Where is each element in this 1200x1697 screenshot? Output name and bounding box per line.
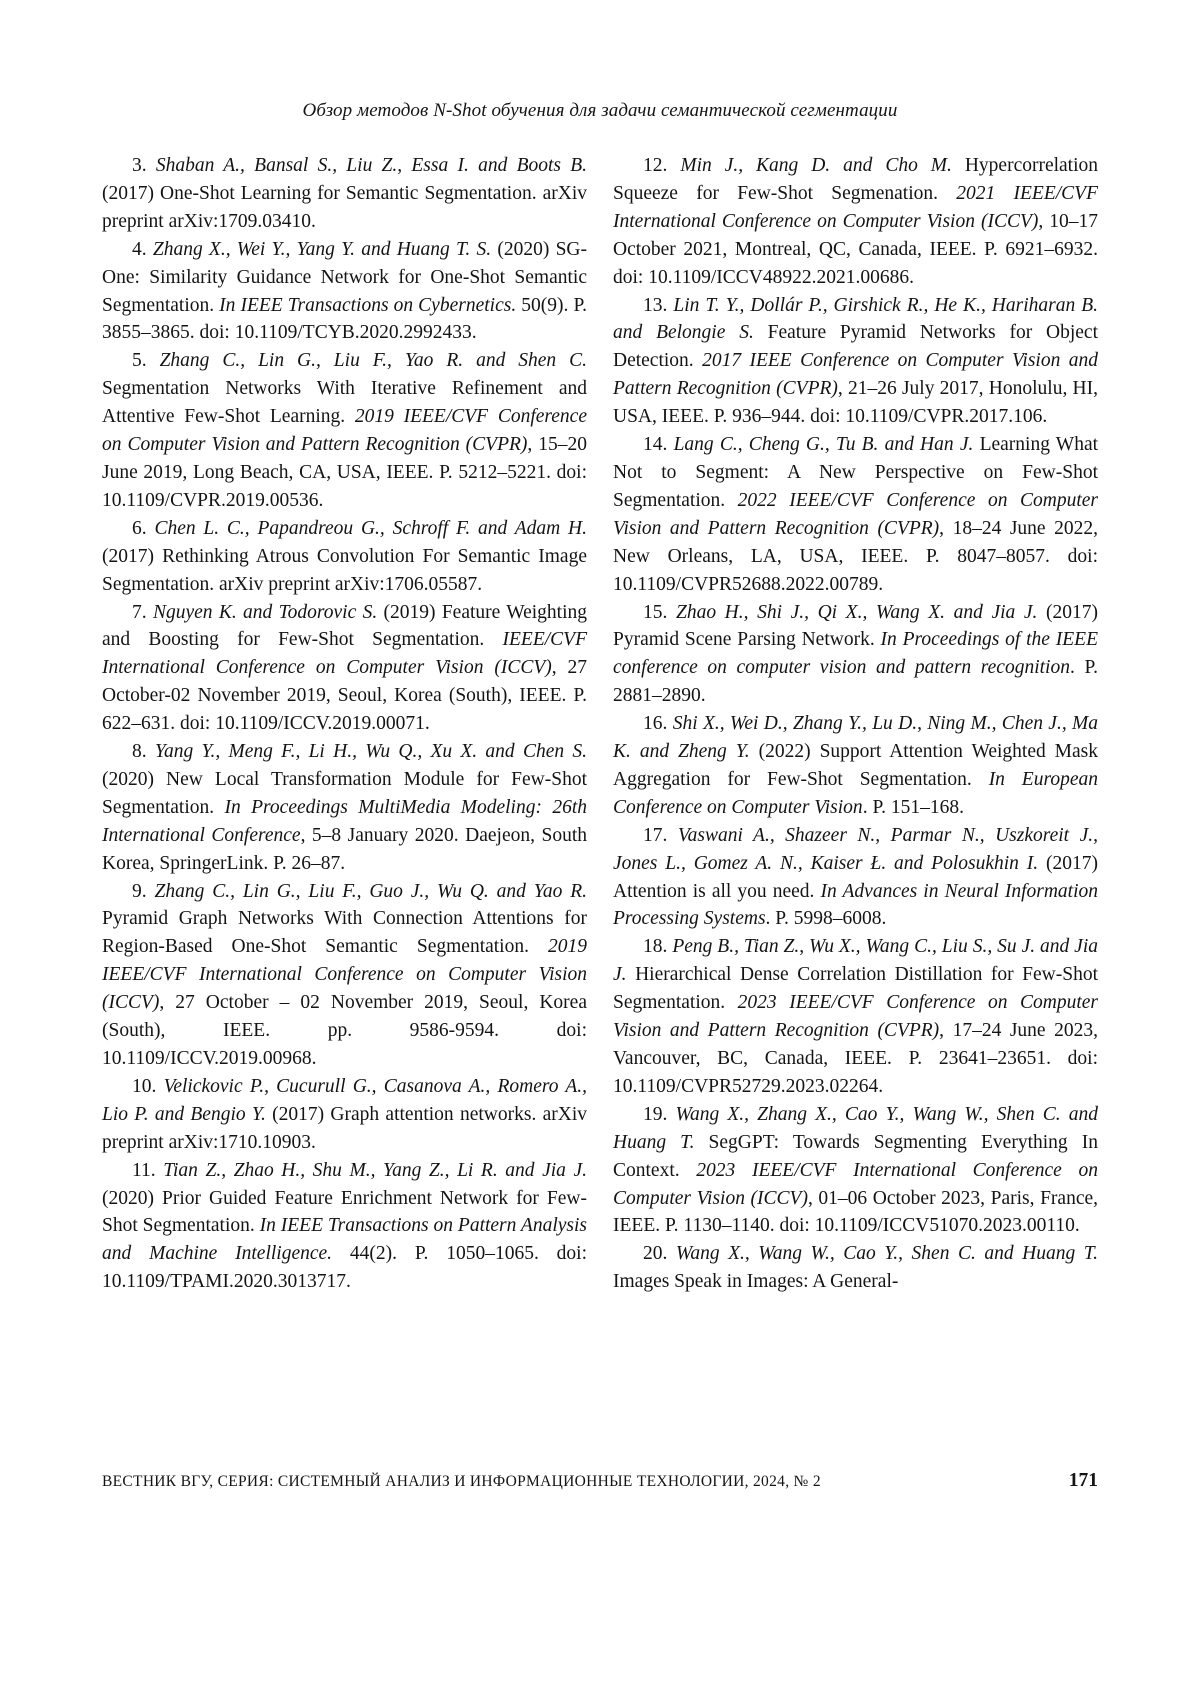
reference-segment-italic: Zhao H., Shi J., Qi X., Wang X. and Jia J. [675,601,1038,623]
reference-number: 10. [132,1075,164,1097]
reference-number: 19. [643,1103,676,1125]
reference-segment-italic: Nguyen K. and Todorovic S. [152,601,378,623]
reference-segment: , 15–20 June 2019, Long Beach, CA, USA, IEEE. P. 5212–5221. doi: 10.1109/CVPR.2019.00536. [102,434,587,511]
page-number: 171 [1068,1470,1098,1491]
reference-segment: , 01–06 October 2023, Paris, France, IEEE. P. 1130–1140. doi: 10.1109/ICCV51070.2023.00110. [613,1187,1099,1237]
reference-item [613,431,1098,598]
references-column-left [102,152,587,1296]
reference-segment-italic: Zhang C., Lin G., Liu F., Yao R. and Shen C. [159,350,588,372]
reference-item [613,822,1098,934]
reference-segment: SegGPT: Towards Segmenting Everything In Context. [613,1131,1098,1181]
reference-segment-italic: 2023 IEEE/CVF Conference on Computer Vision and Pattern Recognition (CVPR) [613,992,1098,1042]
reference-segment: (2017) Graph attention networks. arXiv preprint arXiv:1710.10903. [102,1103,588,1153]
reference-number: 16. [643,713,673,735]
reference-segment: , 27 October-02 November 2019, Seoul, Korea (South), IEEE. P. 622–631. doi: 10.1109/ICCV.2019.00071. [102,657,587,735]
running-title: Обзор методов N-Shot обучения для задачи семантической сегментации [302,100,898,121]
reference-segment: , 5–8 January 2020. Daejeon, South Korea, SpringerLink. P. 26–87. [102,824,587,874]
reference-segment: Hypercorrelation Squeeze for Few-Shot Segmenation. [613,155,1099,204]
reference-segment-italic: Tian Z., Zhao H., Shu M., Yang Z., Li R. and Jia J. [163,1159,587,1181]
reference-number: 18. [643,936,673,958]
reference-segment-italic: In European Conference on Computer Vision [613,768,1098,818]
reference-segment-italic: 2022 IEEE/CVF Conference on Computer Vision and Pattern Recognition (CVPR) [613,489,1098,539]
reference-segment: (2017) Attention is all you need. [613,852,1098,902]
reference-segment-italic: In Proceedings MultiMedia Modeling: 26th International Conference [102,796,588,846]
reference-number: 8. [132,741,155,763]
reference-number: 6. [132,517,155,539]
reference-segment: , 27 October – 02 November 2019, Seoul, Korea (South), IEEE. pp. 9586-9594. doi: 10.1109/ICCV.2019.00968. [102,992,587,1069]
reference-segment-italic: Zhang C., Lin G., Liu F., Guo J., Wu Q. and Yao R. [154,880,588,902]
reference-segment: , 17–24 June 2023, Vancouver, BC, Canada, IEEE. P. 23641–23651. doi: 10.1109/CVPR52729.2023.02264. [613,1020,1098,1097]
reference-segment-italic: Shaban A., Bansal S., Liu Z., Essa I. and Boots B. [155,155,588,176]
reference-segment-italic: Velickovic P., Cucurull G., Casanova A., Romero A., Lio P. and Bengio Y. [102,1075,588,1125]
reference-number: 3. [132,155,156,176]
reference-item [102,1073,587,1157]
reference-segment-italic: In IEEE Transactions on Cybernetics. [219,294,517,316]
reference-item [613,933,1098,1100]
reference-segment: . P. 5998–6008. [765,908,887,930]
reference-segment-italic: In IEEE Transactions on Pattern Analysis and Machine Intelligence. [102,1215,588,1265]
reference-number: 7. [132,601,153,623]
reference-segment-italic: Min J., Kang D. and Cho M. [680,155,952,176]
reference-item [613,710,1098,822]
reference-segment: Images Speak in Images: A General- [613,1271,899,1293]
reference-segment-italic: Wang X., Wang W., Cao Y., Shen C. and Huang T. [675,1243,1098,1265]
reference-segment: . P. 151–168. [862,796,964,818]
reference-item [613,152,1098,292]
references-column-right [613,152,1098,1296]
reference-number: 14. [643,434,674,456]
reference-item [102,152,587,236]
reference-item [613,599,1098,711]
reference-item [102,236,587,348]
reference-item [102,738,587,878]
reference-item [102,878,587,1073]
reference-segment: , 10–17 October 2021, Montreal, QC, Canada, IEEE. P. 6921–6932. doi: 10.1109/ICCV48922.2021.00686. [613,210,1098,288]
reference-segment-italic: Yang Y., Meng F., Li H., Wu Q., Xu X. and Chen S. [154,741,587,763]
reference-segment: Segmentation Networks With Iterative Refinement and Attentive Few-Shot Learning. [102,378,587,428]
reference-segment-italic: 2017 IEEE Conference on Computer Vision and Pattern Recognition (CVPR) [613,350,1098,400]
reference-segment: Learning What Not to Segment: A New Perspective on Few-Shot Segmentation. [613,434,1099,511]
reference-item [102,515,587,599]
reference-item [102,1157,587,1297]
journal-line: ВЕСТНИК ВГУ, СЕРИЯ: СИСТЕМНЫЙ АНАЛИЗ И ИНФОРМАЦИОННЫЕ ТЕХНОЛОГИИ, 2024, № 2 [102,1473,821,1490]
reference-segment: 50(9). P. 3855–3865. doi: 10.1109/TCYB.2020.2992433. [102,294,588,344]
reference-segment-italic: IEEE/CVF International Conference on Computer Vision (ICCV) [102,629,587,679]
reference-number: 4. [132,238,153,260]
reference-item [102,347,587,514]
reference-segment-italic: 2019 IEEE/CVF International Conference on Computer Vision (ICCV) [102,936,587,1014]
reference-number: 12. [643,155,681,176]
reference-segment: 44(2). P. 1050–1065. doi: 10.1109/TPAMI.2020.3013717. [102,1243,587,1293]
reference-segment-italic: In Advances in Neural Information Processing Systems [613,880,1098,930]
reference-segment: (2019) Feature Weighting and Boosting for Few-Shot Segmentation. [102,601,588,651]
reference-item [102,599,587,739]
reference-segment-italic: Lin T. Y., Dollár P., Girshick R., He K., Hariharan B. and Belongie S. [613,294,1099,344]
reference-segment-italic: Wang X., Zhang X., Cao Y., Wang W., Shen C. and Huang T. [613,1103,1098,1153]
reference-segment-italic: In Proceedings of the IEEE conference on computer vision and pattern recognition [613,629,1098,679]
references-columns [102,152,1098,1296]
reference-segment-italic: 2021 IEEE/CVF International Conference on Computer Vision (ICCV) [613,182,1098,232]
reference-segment-italic: 2019 IEEE/CVF Conference on Computer Vision and Pattern Recognition (CVPR) [102,406,587,456]
reference-segment-italic: Zhang X., Wei Y., Yang Y. and Huang T. S. [152,238,492,260]
reference-number: 15. [643,601,676,623]
reference-segment: (2017) One-Shot Learning for Semantic Segmentation. arXiv preprint arXiv:1709.03410. [102,182,587,232]
reference-segment: , 18–24 June 2022, New Orleans, LA, USA, IEEE. P. 8047–8057. doi: 10.1109/CVPR52688.2022.00789. [613,517,1098,595]
reference-segment: (2020) Prior Guided Feature Enrichment Network for Few-Shot Segmentation. [102,1187,587,1237]
reference-segment-italic: Chen L. C., Papandreou G., Schroff F. and Adam H. [154,517,588,539]
reference-segment-italic: Shi X., Wei D., Zhang Y., Lu D., Ning M., Chen J., Ma K. and Zheng Y. [613,713,1099,763]
reference-segment: (2020) New Local Transformation Module for Few-Shot Segmentation. [102,768,587,818]
reference-segment: (2020) SG-One: Similarity Guidance Network for One-Shot Semantic Segmentation. [102,238,588,316]
reference-segment: . P. 2881–2890. [613,657,1098,707]
reference-segment-italic: 2023 IEEE/CVF International Conference on Computer Vision (ICCV) [613,1159,1099,1209]
reference-segment: (2017) Pyramid Scene Parsing Network. [613,601,1098,651]
reference-number: 5. [132,350,160,372]
reference-segment: (2022) Support Attention Weighted Mask Aggregation for Few-Shot Segmentation. [613,741,1099,790]
reference-number: 13. [643,294,674,316]
reference-segment: Hierarchical Dense Correlation Distillation for Few-Shot Segmentation. [613,964,1098,1014]
reference-number: 17. [643,824,678,846]
reference-item [613,1240,1098,1296]
reference-segment-italic: Vaswani A., Shazeer N., Parmar N., Uszkoreit J., Jones L., Gomez A. N., Kaiser Ł. and Polosukhin I. [613,824,1099,874]
reference-number: 9. [132,880,155,902]
reference-item [613,1101,1098,1241]
reference-segment: Feature Pyramid Networks for Object Detection. [613,322,1098,372]
page-footer [102,1470,1098,1492]
reference-segment: , 21–26 July 2017, Honolulu, HI, USA, IEEE. P. 936–944. doi: 10.1109/CVPR.2017.106. [613,378,1098,428]
reference-segment: Pyramid Graph Networks With Connection Attentions for Region-Based One-Shot Semantic Segmentation. [102,908,587,958]
reference-segment: (2017) Rethinking Atrous Convolution For Semantic Image Segmentation. arXiv preprint arXiv:1706.05587. [102,545,587,595]
reference-number: 20. [643,1243,676,1265]
reference-item [613,292,1098,432]
reference-segment-italic: Peng B., Tian Z., Wu X., Wang C., Liu S., Su J. and Jia J. [613,936,1099,986]
reference-segment-italic: Lang C., Cheng G., Tu B. and Han J. [673,434,974,456]
reference-number: 11. [132,1159,164,1181]
